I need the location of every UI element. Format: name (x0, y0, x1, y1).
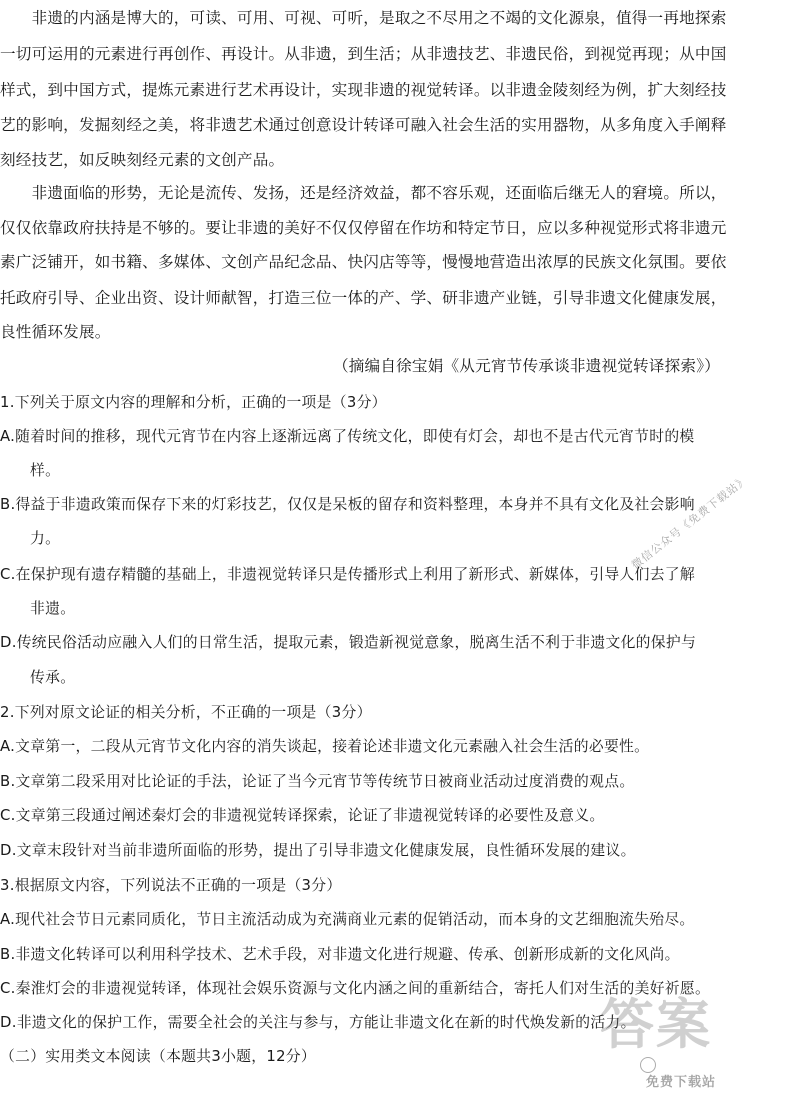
question-2-option-b: B.文章第二段采用对比论证的手法，论证了当今元宵节等传统节日被商业活动过度消费的观点。 (0, 773, 635, 790)
question-3-option-d: D.非遗文化的保护工作，需要全社会的关注与参与，方能让非遗文化在新的时代焕发新的活力。 (0, 1014, 636, 1031)
question-2-option-d: D.文章末段针对当前非遗所面临的形势，提出了引导非遗文化健康发展，良性循环发展的建议。 (0, 842, 636, 859)
passage-line-7: 仅仅依靠政府扶持是不够的。要让非遗的美好不仅仅停留在作坊和特定节日，应以多种视觉形式将非遗元 (0, 219, 727, 237)
question-1-option-d: D.传统民俗活动应融入人们的日常生活，提取元素，锻造新视觉意象，脱离生活不利于非遗文化的保护与 (0, 634, 697, 651)
question-1-option-b: B.得益于非遗政策而保存下来的灯彩技艺，仅仅是呆板的留存和资料整理，本身并不具有文化及社会影响 (0, 496, 695, 513)
passage-line-4: 艺的影响，发掘刻经之美，将非遗艺术通过创意设计转译可融入社会生活的实用器物，从多角度入手阐释 (0, 116, 727, 134)
watermark-main: 答案 (600, 993, 712, 1056)
passage-line-10: 良性循环发展。 (0, 323, 111, 341)
passage-line-2: 一切可运用的元素进行再创作、再设计。从非遗，到生活；从非遗技艺、非遗民俗，到视觉再现；从中国 (0, 45, 727, 63)
site-watermark (600, 993, 756, 1090)
passage-line-3: 样式，到中国方式，提炼元素进行艺术再设计，实现非遗的视觉转译。以非遗金陵刻经为例，扩大刻经技 (0, 81, 727, 99)
question-1-option-d-cont: 传承。 (30, 669, 76, 686)
question-1-option-c-cont: 非遗。 (30, 600, 76, 617)
passage-line-9: 托政府引导、企业出资、设计师献智，打造三位一体的产、学、研非遗产业链，引导非遗文化健康发展， (0, 289, 727, 307)
question-1-option-b-cont: 力。 (30, 530, 61, 547)
question-2-option-c: C.文章第三段通过阐述秦灯会的非遗视觉转译探索，论证了非遗视觉转译的必要性及意义。 (0, 807, 605, 824)
source-citation: （摘编自徐宝娟《从元宵节传承谈非遗视觉转译探索》） (332, 357, 720, 375)
question-3-stem: 3.根据原文内容，下列说法不正确的一项是（3分） (0, 877, 342, 894)
passage-line-8: 素广泛铺开，如书籍、多媒体、文创产品纪念品、快闪店等等，慢慢地营造出浓厚的民族文化氛围。要依 (0, 253, 727, 271)
question-3-option-a: A.现代社会节日元素同质化，节日主流活动成为充满商业元素的促销活动，而本身的文艺细胞流失殆尽。 (0, 911, 695, 928)
passage-line-5: 刻经技艺，如反映刻经元素的文创产品。 (0, 151, 285, 169)
section-heading: （二）实用类文本阅读（本题共3小题，12分） (0, 1048, 316, 1065)
question-1-option-a: A.随着时间的推移，现代元宵节在内容上逐渐远离了传统文化，即使有灯会，却也不是古代元宵节时的模 (0, 428, 695, 445)
question-1-option-c: C.在保护现有遗存精髓的基础上，非遗视觉转译只是传播形式上利用了新形式、新媒体，引导人们去了解 (0, 566, 695, 583)
passage-line-6: 非遗面临的形势，无论是流传、发扬，还是经济效益，都不容乐观，还面临后继无人的窘境。所以， (0, 184, 727, 202)
question-3-option-c: C.秦淮灯会的非遗视觉转译，体现社会娱乐资源与文化内涵之间的重新结合，寄托人们对生活的美好祈愿。 (0, 980, 711, 997)
passage-line-1: 非遗的内涵是博大的，可读、可用、可视、可听，是取之不尽用之不竭的文化源泉，值得一再地探索 (0, 9, 727, 27)
question-2-stem: 2.下列对原文论证的相关分析，不正确的一项是（3分） (0, 704, 372, 721)
wechat-stamp: 微信公众号《免费下载站》 (629, 472, 751, 572)
watermark-sub: 免费下载站 (646, 1075, 717, 1090)
question-1-option-a-cont: 样。 (30, 462, 61, 479)
question-2-option-a: A.文章第一，二段从元宵节文化内容的消失谈起，接着论述非遗文化元素融入社会生活的必要性。 (0, 738, 650, 755)
question-1-stem: 1.下列关于原文内容的理解和分析，正确的一项是（3分） (0, 394, 387, 411)
question-3-option-b: B.非遗文化转译可以利用科学技术、艺术手段，对非遗文化进行规避、传承、创新形成新的文化风尚。 (0, 946, 680, 963)
